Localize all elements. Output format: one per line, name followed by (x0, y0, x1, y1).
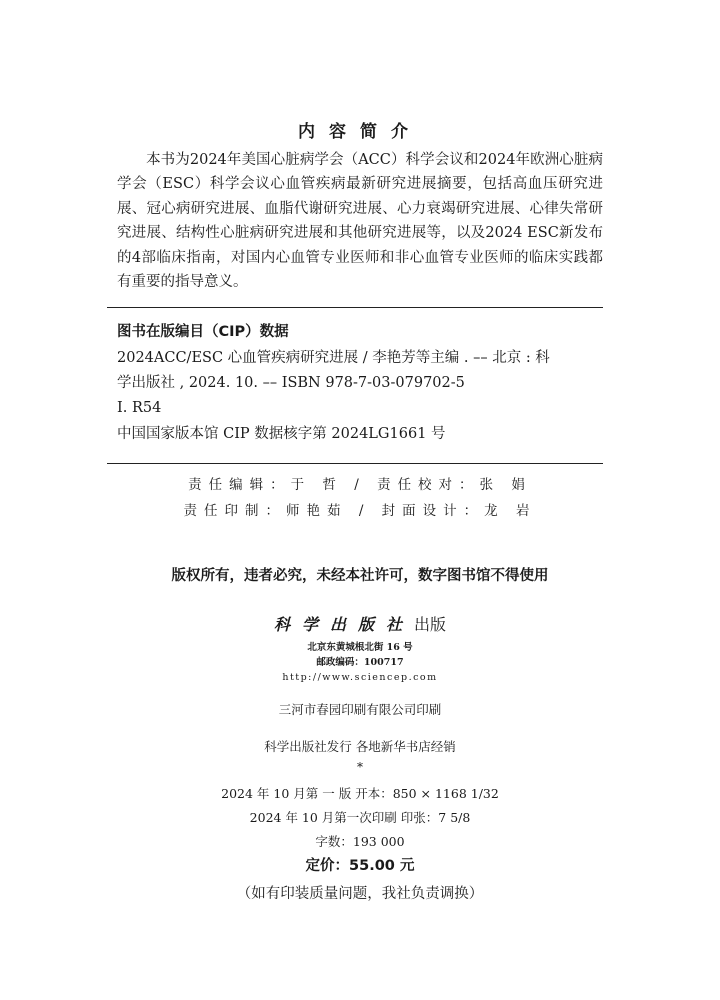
summary-text: 本书为2024年美国心脏病学会（ACC）科学会议和2024年欧洲心脏病学会（ESC）科学会议心血管疾病最新研究进展摘要，包括高血压研究进展、冠心病研究进展、血脂代谢研究进展、心力衰竭研究进展、心律失常研究进展、结构性心脏病研究进展和其他研究进展等，以及2024 ESC新发布的4部临床指南，对国内心血管专业医师和非心血管专业医师的临床实践都有重要的指导意义。 (117, 152, 603, 291)
summary-body (117, 148, 603, 294)
cip-line-title: 2024ACC/ESC 心血管疾病研究进展 / 李艳芳等主编 . –– 北京 : 科 (117, 350, 550, 366)
cip-heading: 图书在版编目（CIP）数据 (117, 324, 289, 340)
edition-word-count: 字数：193 000 (315, 834, 405, 849)
publisher-postcode: 邮政编码：100717 (316, 657, 404, 668)
publisher-url: http://www.sciencep.com (282, 672, 438, 683)
publisher-suffix: 出版 (414, 615, 447, 634)
publisher-line (0, 612, 720, 635)
price-note: （如有印装质量问题，我社负责调换） (236, 886, 484, 902)
credit-line-production: 责任印制：师艳茹 / 封面设计：龙 岩 (183, 503, 537, 519)
publisher-logo-text: 科学出版社 (273, 615, 414, 634)
publisher-address: 北京东黄城根北街 16 号 (307, 642, 413, 653)
top-divider (107, 307, 603, 308)
bottom-divider (107, 463, 603, 464)
cip-line-classification: Ⅰ. R54 (117, 400, 162, 417)
publisher-contact (0, 640, 720, 685)
edition-info (0, 782, 720, 854)
printer-line: 三河市春园印刷有限公司印刷 (278, 702, 442, 717)
edition-line-first-edition: 2024 年 10 月第 一 版 开本：850 × 1168 1/32 (221, 786, 499, 801)
copyright-notice: 版权所有，违者必究，未经本社许可，数字图书馆不得使用 (171, 568, 549, 584)
edition-line-first-print: 2024 年 10 月第一次印刷 印张：7 5/8 (249, 810, 471, 825)
price: 定价：55.00 元 (305, 858, 415, 874)
separator-asterisk: * (357, 760, 363, 774)
cip-line-isbn: 学出版社 , 2024. 10. –– ISBN 978-7-03-079702-5 (117, 375, 465, 392)
summary-title: 内容简介 (298, 122, 422, 142)
cip-line-approval: 中国国家版本馆 CIP 数据核字第 2024LG1661 号 (117, 425, 446, 442)
credit-line-editors: 责任编辑：于 哲 / 责任校对：张 娟 (188, 477, 532, 493)
distribution-line: 科学出版社发行 各地新华书店经销 (264, 739, 456, 754)
cip-record (117, 346, 603, 447)
editorial-credits (0, 472, 720, 524)
